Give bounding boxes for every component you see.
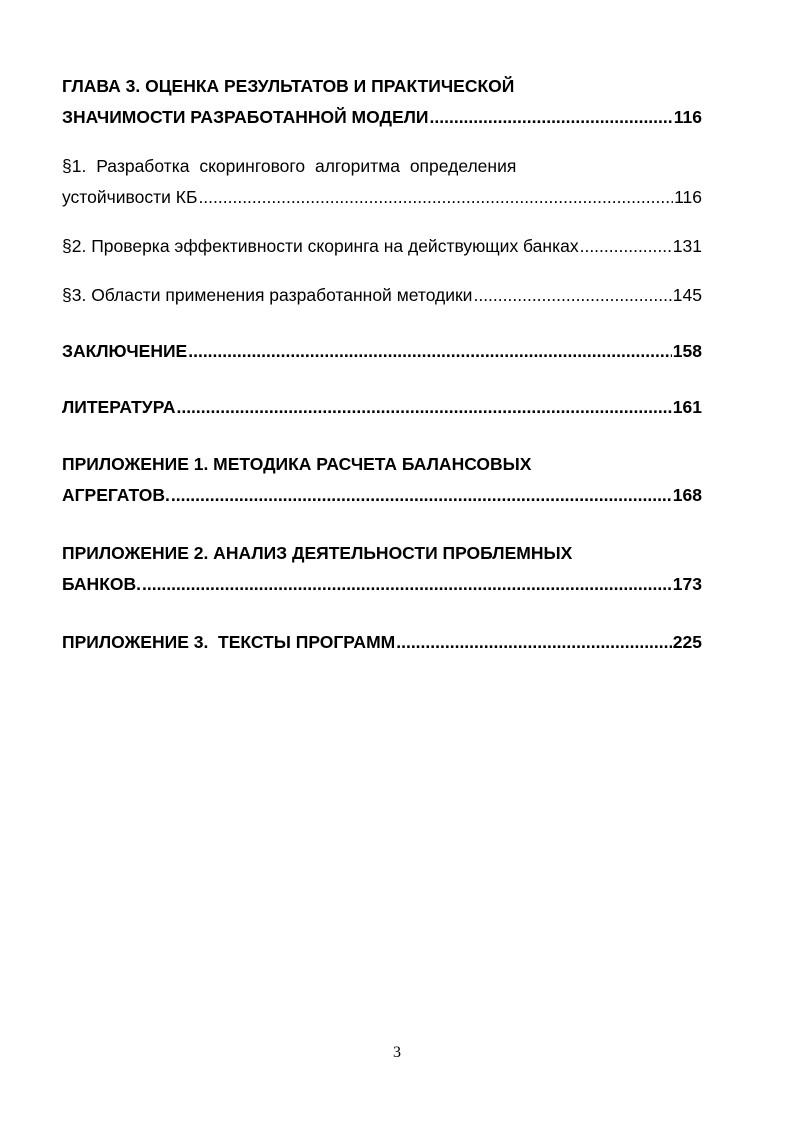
toc-entry-title-line-2: АГРЕГАТОВ. [62, 485, 170, 505]
toc-entry-title-line-2: устойчивости КБ [62, 187, 198, 207]
toc-entry-leader-line [62, 485, 702, 505]
toc-entry-section-2 [62, 236, 702, 256]
toc-entry-page-number: 116 [674, 187, 702, 207]
dot-leader [198, 187, 673, 207]
toc-entry-appendix-2 [62, 543, 702, 594]
toc-entry-title: §2. Проверка эффективности скоринга на действующих банках [62, 236, 579, 256]
toc-entry-page-number: 225 [672, 632, 702, 652]
toc-entry-title-line-1: §1. Разработка скорингового алгоритма определения [62, 156, 517, 176]
dot-leader [580, 236, 672, 256]
toc-entry-leader-line [62, 285, 702, 305]
dot-leader [176, 397, 671, 417]
page-number: 3 [393, 1044, 401, 1061]
toc-entry-page-number: 173 [672, 574, 702, 594]
toc-entry-leader-line [62, 187, 702, 207]
toc-entry-title-line-1: ГЛАВА 3. ОЦЕНКА РЕЗУЛЬТАТОВ И ПРАКТИЧЕСКОЙ [62, 76, 515, 96]
toc-entry-title: §3. Области применения разработанной методики [62, 285, 473, 305]
toc-entry-leader-line [62, 107, 702, 127]
toc-entry-page-number: 131 [672, 236, 702, 256]
toc-entry-page-number: 168 [672, 485, 702, 505]
toc-entry-section-1 [62, 156, 702, 207]
toc-entry-leader-line [62, 632, 702, 652]
toc-entry-appendix-1 [62, 454, 702, 505]
dot-leader [430, 107, 673, 127]
dot-leader [396, 632, 672, 652]
toc-entry-chapter-3 [62, 76, 702, 127]
toc-entry-appendix-3 [62, 632, 702, 652]
toc-entry-page-number: 145 [672, 285, 702, 305]
toc-entry-title-line-1: ПРИЛОЖЕНИЕ 2. АНАЛИЗ ДЕЯТЕЛЬНОСТИ ПРОБЛЕМНЫХ [62, 543, 573, 563]
toc-entry-page-number: 161 [672, 397, 702, 417]
dot-leader [171, 485, 672, 505]
toc-entry-conclusion [62, 341, 702, 361]
dot-leader [473, 285, 671, 305]
toc-entry-leader-line [62, 236, 702, 256]
toc-entry-title-line-2: ЗНАЧИМОСТИ РАЗРАБОТАННОЙ МОДЕЛИ [62, 107, 429, 127]
toc-entry-title-line-1: ПРИЛОЖЕНИЕ 1. МЕТОДИКА РАСЧЕТА БАЛАНСОВЫХ [62, 454, 532, 474]
toc-entry-title: ЗАКЛЮЧЕНИЕ [62, 341, 188, 361]
toc-entry-page-number: 158 [672, 341, 702, 361]
dot-leader [188, 341, 672, 361]
toc-entry-page-number: 116 [673, 107, 702, 127]
toc-entry-title: ЛИТЕРАТУРА [62, 397, 176, 417]
toc-entry-literature [62, 397, 702, 417]
dot-leader [142, 574, 672, 594]
toc-entry-section-3 [62, 285, 702, 305]
toc-entry-title: ПРИЛОЖЕНИЕ 3. ТЕКСТЫ ПРОГРАММ [62, 632, 396, 652]
toc-entry-leader-line [62, 397, 702, 417]
toc-entry-title-line-2: БАНКОВ. [62, 574, 141, 594]
toc-entry-leader-line [62, 574, 702, 594]
toc-entry-leader-line [62, 341, 702, 361]
